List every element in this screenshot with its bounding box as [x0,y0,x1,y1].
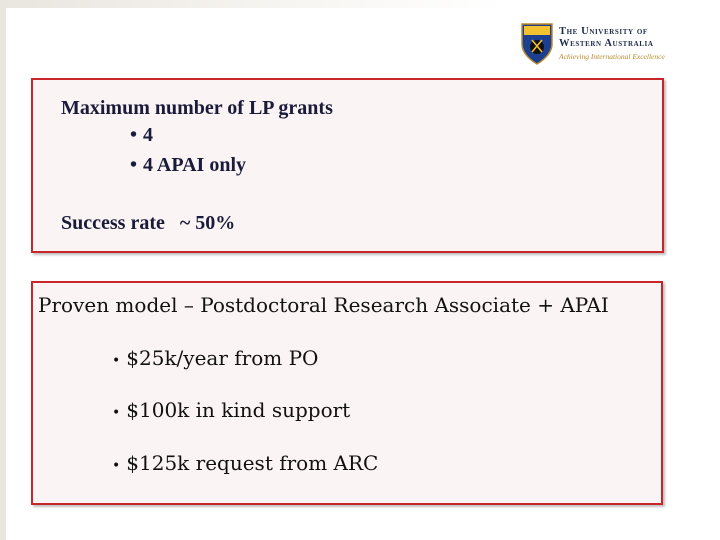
logo-line-1: The University of [559,26,648,37]
grants-bullet-item [130,124,153,147]
bullet-icon: • [112,353,121,369]
model-item-text: $100k in kind support [126,398,351,422]
bullet-icon: • [130,124,138,146]
university-logo [518,22,676,68]
logo-tagline: Achieving International Excellence [559,52,665,61]
bullet-icon: • [130,154,138,176]
grants-item-text: 4 APAI only [143,154,246,176]
model-bullet-item [112,451,378,475]
bullet-icon: • [112,458,121,474]
bullet-icon: • [112,405,121,421]
model-item-text: $125k request from ARC [126,451,379,475]
grants-heading: Maximum number of LP grants [61,97,333,119]
success-rate: Success rate ~ 50% [61,212,236,234]
logo-line-2: Western Australia [559,38,654,49]
model-bullet-item [112,346,318,370]
model-heading: Proven model – Postdoctoral Research Associate + APAI [38,293,609,317]
grants-item-text: 4 [143,124,154,146]
crest-icon [520,22,554,66]
grants-bullet-item [130,154,246,177]
model-item-text: $25k/year from PO [126,346,319,370]
model-bullet-item [112,398,350,422]
